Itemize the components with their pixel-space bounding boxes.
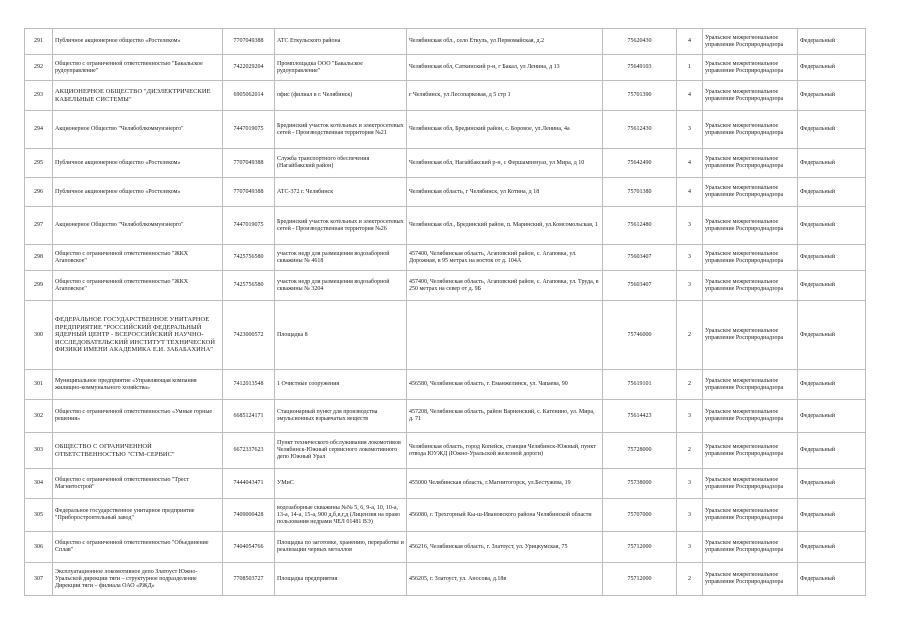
object-name: Стационарный пункт для производства эмульсионных взрывчатых веществ (275, 400, 407, 433)
inn-value: 7708503727 (223, 563, 275, 596)
organization-name: Федеральное государственное унитарное предприятие "Приборостроительный завод" (53, 499, 223, 532)
department-name: Уральское межрегиональное управление Росприроднадзора (703, 271, 798, 301)
supervision-level: Федеральный (798, 469, 866, 499)
oktmo-code: 75642490 (603, 149, 677, 178)
object-name: Брединский участок котельных и электросетевых сетей - Производственная территория №26 (275, 207, 407, 245)
organization-name: Акционерное Общество "Челябоблкоммунэнерго" (53, 111, 223, 149)
department-name: Уральское межрегиональное управление Росприроднадзора (703, 370, 798, 400)
category-value: 1 (677, 55, 703, 81)
inn-value: 7447019075 (223, 207, 275, 245)
department-name: Уральское межрегиональное управление Росприроднадзора (703, 245, 798, 271)
supervision-level: Федеральный (798, 55, 866, 81)
supervision-level: Федеральный (798, 149, 866, 178)
department-name: Уральское межрегиональное управление Росприроднадзора (703, 207, 798, 245)
supervision-level: Федеральный (798, 400, 866, 433)
row-number: 301 (25, 370, 53, 400)
department-name: Уральское межрегиональное управление Росприроднадзора (703, 469, 798, 499)
inn-value: 6905062014 (223, 81, 275, 111)
row-number: 300 (25, 301, 53, 370)
object-name: Служба транспортного обеспечения (Нагайбакский район) (275, 149, 407, 178)
row-number: 303 (25, 433, 53, 469)
inn-value: 7404054766 (223, 532, 275, 563)
row-number: 302 (25, 400, 53, 433)
inn-value: 7444043471 (223, 469, 275, 499)
object-address: Челябинская область, г Челябинск, ул Котина, д 18 (407, 178, 603, 207)
supervision-level: Федеральный (798, 111, 866, 149)
supervision-level: Федеральный (798, 499, 866, 532)
row-number: 307 (25, 563, 53, 596)
object-name: офис (филиал в г. Челябинск) (275, 81, 407, 111)
category-value: 3 (677, 271, 703, 301)
object-name: Площадка предприятия (275, 563, 407, 596)
category-value: 2 (677, 301, 703, 370)
object-address: Челябинская обл, Нагайбакский р-н, с Фершампенуаз, ул Мира, д 10 (407, 149, 603, 178)
table-row (25, 81, 866, 111)
table-row (25, 55, 866, 81)
row-number: 305 (25, 499, 53, 532)
oktmo-code: 75603407 (603, 271, 677, 301)
table-row (25, 178, 866, 207)
table-row (25, 532, 866, 563)
object-name: УМиС (275, 469, 407, 499)
category-value: 4 (677, 29, 703, 55)
oktmo-code: 75701380 (603, 178, 677, 207)
object-name: АТС-372 г. Челябинск (275, 178, 407, 207)
registry-table (24, 28, 866, 596)
table-body (25, 29, 866, 596)
object-address: 457400, Челябинская область, Агаповский район, с. Агаповка, ул. Труда, в 250 метрах на север от д. 9Б (407, 271, 603, 301)
category-value: 4 (677, 178, 703, 207)
table-row (25, 207, 866, 245)
organization-name: АКЦИОНЕРНОЕ ОБЩЕСТВО "ДИЭЛЕКТРИЧЕСКИЕ КАБЕЛЬНЫЕ СИСТЕМЫ" (53, 81, 223, 111)
object-address (407, 301, 603, 370)
row-number: 294 (25, 111, 53, 149)
department-name: Уральское межрегиональное управление Росприроднадзора (703, 400, 798, 433)
oktmo-code: 75603407 (603, 245, 677, 271)
department-name: Уральское межрегиональное управление Росприроднадзора (703, 111, 798, 149)
object-address: 457208, Челябинская область, район Варненский, с. Катенино, ул. Мира, д. 71 (407, 400, 603, 433)
table-row (25, 301, 866, 370)
organization-name: Публичное акционерное общество «Ростелеком» (53, 149, 223, 178)
oktmo-code: 75712000 (603, 532, 677, 563)
object-address: г Челябинск, ул Лесопарковая, д 5 стр 1 (407, 81, 603, 111)
table-row (25, 433, 866, 469)
object-address: Челябинская обл., село Еткуль, ул Первомайская, д.2 (407, 29, 603, 55)
table-row (25, 149, 866, 178)
inn-value: 7425756580 (223, 271, 275, 301)
category-value: 2 (677, 433, 703, 469)
organization-name: Общество с ограниченной ответственностью "Объединение Сплав" (53, 532, 223, 563)
category-value: 2 (677, 370, 703, 400)
object-address: 456080, г. Трехгорный Кы-ш-Ивановского района Челябинской области (407, 499, 603, 532)
organization-name: Общество с ограниченной ответственностью "ЖКХ Агаповское" (53, 271, 223, 301)
category-value: 3 (677, 532, 703, 563)
object-address: Челябинская обл., Брединский район, п. Маринский, ул.Комсомольская, 1 (407, 207, 603, 245)
object-name: Промплощадка ООО "Бакальское рудоуправление" (275, 55, 407, 81)
inn-value: 7409000428 (223, 499, 275, 532)
inn-value: 7422029204 (223, 55, 275, 81)
object-address: 456216, Челябинская область, г. Златоуст, ул. Урицкумская, 75 (407, 532, 603, 563)
object-name: АТС Еткульского района (275, 29, 407, 55)
oktmo-code: 75728000 (603, 433, 677, 469)
object-address: 456205, г. Златоуст, ул. Аносова, д.18в (407, 563, 603, 596)
inn-value: 6672337623 (223, 433, 275, 469)
oktmo-code: 75738000 (603, 469, 677, 499)
organization-name: Общество с ограниченной ответственностью "Трест Магнитострой" (53, 469, 223, 499)
category-value: 4 (677, 149, 703, 178)
inn-value: 7707049388 (223, 29, 275, 55)
row-number: 293 (25, 81, 53, 111)
table-row (25, 245, 866, 271)
inn-value: 7447019075 (223, 111, 275, 149)
department-name: Уральское межрегиональное управление Росприроднадзора (703, 29, 798, 55)
department-name: Уральское межрегиональное управление Росприроднадзора (703, 81, 798, 111)
oktmo-code: 75746000 (603, 301, 677, 370)
oktmo-code: 75619101 (603, 370, 677, 400)
department-name: Уральское межрегиональное управление Росприроднадзора (703, 499, 798, 532)
organization-name: ОБЩЕСТВО С ОГРАНИЧЕННОЙ ОТВЕТСТВЕННОСТЬЮ "СТМ-СЕРВИС" (53, 433, 223, 469)
organization-name: Акционерное Общество "Челябоблкоммунэнерго" (53, 207, 223, 245)
object-name: Площадка по заготовке, хранению, переработке и реализации черных металлов (275, 532, 407, 563)
oktmo-code: 75701390 (603, 81, 677, 111)
row-number: 295 (25, 149, 53, 178)
category-value: 4 (677, 81, 703, 111)
table-row (25, 469, 866, 499)
supervision-level: Федеральный (798, 207, 866, 245)
supervision-level: Федеральный (798, 178, 866, 207)
row-number: 306 (25, 532, 53, 563)
object-name: Брединский участок котельных и электросетевых сетей - Производственная территория №21 (275, 111, 407, 149)
oktmo-code: 75620430 (603, 29, 677, 55)
category-value: 3 (677, 469, 703, 499)
category-value: 3 (677, 111, 703, 149)
table-row (25, 563, 866, 596)
organization-name: Публичное акционерное общество «Ростелеком» (53, 29, 223, 55)
object-address: Челябинская обл, Брединский район, с. Боровое, ул.Ленина, 4а (407, 111, 603, 149)
object-address: 455000 Челябинская область, г.Магнитогорск, ул.Бестужева, 19 (407, 469, 603, 499)
department-name: Уральское межрегиональное управление Росприроднадзора (703, 301, 798, 370)
organization-name: Общество с ограниченной ответственностью "Бакальское рудоуправление" (53, 55, 223, 81)
category-value: 3 (677, 499, 703, 532)
table-row (25, 370, 866, 400)
department-name: Уральское межрегиональное управление Росприроднадзора (703, 178, 798, 207)
object-address: 456580, Челябинская область, г. Еманжелинск, ул. Чапаева, 90 (407, 370, 603, 400)
category-value: 2 (677, 563, 703, 596)
row-number: 292 (25, 55, 53, 81)
supervision-level: Федеральный (798, 29, 866, 55)
organization-name: Общество с ограниченной ответственностью «Умные горные решения» (53, 400, 223, 433)
organization-name: Публичное акционерное общество «Ростелеком» (53, 178, 223, 207)
category-value: 3 (677, 245, 703, 271)
organization-name: Общество с ограниченной ответственностью "ЖКХ Агаповское" (53, 245, 223, 271)
department-name: Уральское межрегиональное управление Росприроднадзора (703, 532, 798, 563)
table-row (25, 271, 866, 301)
category-value: 3 (677, 207, 703, 245)
object-address: Челябинская обл, Саткинский р-н, г Бакал, ул Ленина, д 13 (407, 55, 603, 81)
inn-value: 7423000572 (223, 301, 275, 370)
category-value: 3 (677, 400, 703, 433)
inn-value: 7707049388 (223, 178, 275, 207)
object-address: 457400, Челябинская область, Агаповский район, с. Агаповка, ул. Дорожная, в 95 метрах на восток от д. 104А (407, 245, 603, 271)
table-row (25, 400, 866, 433)
inn-value: 7412013548 (223, 370, 275, 400)
organization-name: Эксплуатационное локомотивное депо Златоуст Южно-Уральской дирекции тяги – структурное подразделение Дирекции тяги – филиала ОАО «РЖД» (53, 563, 223, 596)
department-name: Уральское межрегиональное управление Росприроднадзора (703, 433, 798, 469)
supervision-level: Федеральный (798, 81, 866, 111)
object-name: водозаборные скважины №№ 5, 6, 9-а, 10, 10-а, 13-а, 14-а, 15-а, 900 д,б,в,г,д (Лицензия на право пользования недрами ЧЕЛ 01481 ВЭ) (275, 499, 407, 532)
supervision-level: Федеральный (798, 245, 866, 271)
oktmo-code: 75707000 (603, 499, 677, 532)
row-number: 299 (25, 271, 53, 301)
object-name: участок недр для размещения водозаборной скважины № 4618 (275, 245, 407, 271)
inn-value: 7425756580 (223, 245, 275, 271)
oktmo-code: 75614423 (603, 400, 677, 433)
inn-value: 6685124171 (223, 400, 275, 433)
department-name: Уральское межрегиональное управление Росприроднадзора (703, 55, 798, 81)
supervision-level: Федеральный (798, 271, 866, 301)
table-row (25, 499, 866, 532)
department-name: Уральское межрегиональное управление Росприроднадзора (703, 149, 798, 178)
object-name: 1 Очистные сооружения (275, 370, 407, 400)
object-name: Площадка 8 (275, 301, 407, 370)
organization-name: Муниципальное предприятие «Управляющая компания жилищно-коммунального хозяйства» (53, 370, 223, 400)
object-address: Челябинская область, город Копейск, станция Челябинск-Южный, пункт отвода ЮУЖД (Южно-Уральской железной дороги) (407, 433, 603, 469)
row-number: 304 (25, 469, 53, 499)
supervision-level: Федеральный (798, 370, 866, 400)
table-row (25, 29, 866, 55)
supervision-level: Федеральный (798, 532, 866, 563)
organization-name: ФЕДЕРАЛЬНОЕ ГОСУДАРСТВЕННОЕ УНИТАРНОЕ ПРЕДПРИЯТИЕ "РОССИЙСКИЙ ФЕДЕРАЛЬНЫЙ ЯДЕРНЫЙ ЦЕНТР - ВСЕРОССИЙСКИЙ НАУЧНО-ИССЛЕДОВАТЕЛЬСКИЙ ИНСТИТУТ ТЕХНИЧЕСКОЙ ФИЗИКИ ИМЕНИ АКАДЕМИКА Е.И. ЗАБАБАХИНА" (53, 301, 223, 370)
supervision-level: Федеральный (798, 563, 866, 596)
object-name: Пункт технического обслуживания локомотивов Челябинск-Южный сервисного локомотивного депо Южный Урал (275, 433, 407, 469)
row-number: 298 (25, 245, 53, 271)
oktmo-code: 75612430 (603, 111, 677, 149)
supervision-level: Федеральный (798, 301, 866, 370)
oktmo-code: 75612480 (603, 207, 677, 245)
department-name: Уральское межрегиональное управление Росприроднадзора (703, 563, 798, 596)
row-number: 291 (25, 29, 53, 55)
inn-value: 7707049388 (223, 149, 275, 178)
oktmo-code: 75649103 (603, 55, 677, 81)
supervision-level: Федеральный (798, 433, 866, 469)
oktmo-code: 75712000 (603, 563, 677, 596)
row-number: 296 (25, 178, 53, 207)
table-row (25, 111, 866, 149)
object-name: участок недр для размещения водозаборной скважины № 3204 (275, 271, 407, 301)
row-number: 297 (25, 207, 53, 245)
